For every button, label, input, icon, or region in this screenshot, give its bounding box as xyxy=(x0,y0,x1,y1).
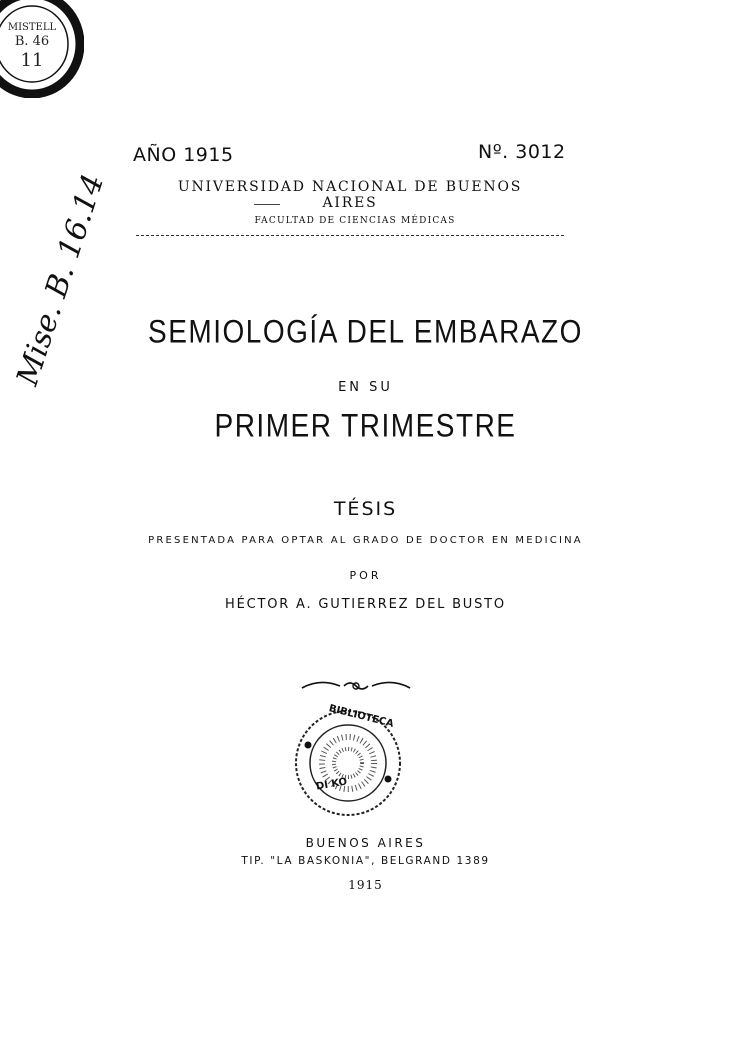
title-line-2: PRIMER TRIMESTRE xyxy=(214,407,517,444)
thesis-by: POR xyxy=(349,569,382,582)
author-name: HÉCTOR A. GUTIERREZ DEL BUSTO xyxy=(225,597,506,612)
faculty-name: FACULTAD DE CIENCIAS MÉDICAS xyxy=(254,216,456,226)
header-number: Nº. 3012 xyxy=(478,141,566,163)
imprint-city: BUENOS AIRES xyxy=(305,836,426,850)
thesis-label: TÉSIS xyxy=(333,498,398,520)
stamp-line-3: 11 xyxy=(20,50,44,71)
stamp-lower-text: DI KO xyxy=(315,776,349,793)
stamp-ring-icon xyxy=(0,0,84,98)
header-divider xyxy=(136,235,564,236)
center-library-stamp xyxy=(290,705,406,821)
stamp-line-2: B. 46 xyxy=(14,34,50,49)
imprint-printer: TIP. "LA BASKONIA", BELGRAND 1389 xyxy=(241,855,490,867)
stamp-line-1: MISTELL xyxy=(7,22,57,33)
title-connector: EN SU xyxy=(338,380,393,395)
handwritten-note: Mise. B. 16.14 xyxy=(10,170,112,390)
corner-library-stamp xyxy=(0,0,84,98)
thesis-purpose: PRESENTADA PARA OPTAR AL GRADO DE DOCTOR EN MEDICINA xyxy=(148,535,583,546)
header-year: AÑO 1915 xyxy=(133,144,234,166)
imprint-year: 1915 xyxy=(348,878,383,892)
university-name: UNIVERSIDAD NACIONAL DE BUENOS AIRES xyxy=(177,179,523,211)
title-line-1: SEMIOLOGÍA DEL EMBARAZO xyxy=(148,313,583,350)
ornament-icon xyxy=(300,676,412,696)
stamp-ring-text: BIBLIOTECA xyxy=(327,703,395,730)
short-divider xyxy=(254,204,280,205)
